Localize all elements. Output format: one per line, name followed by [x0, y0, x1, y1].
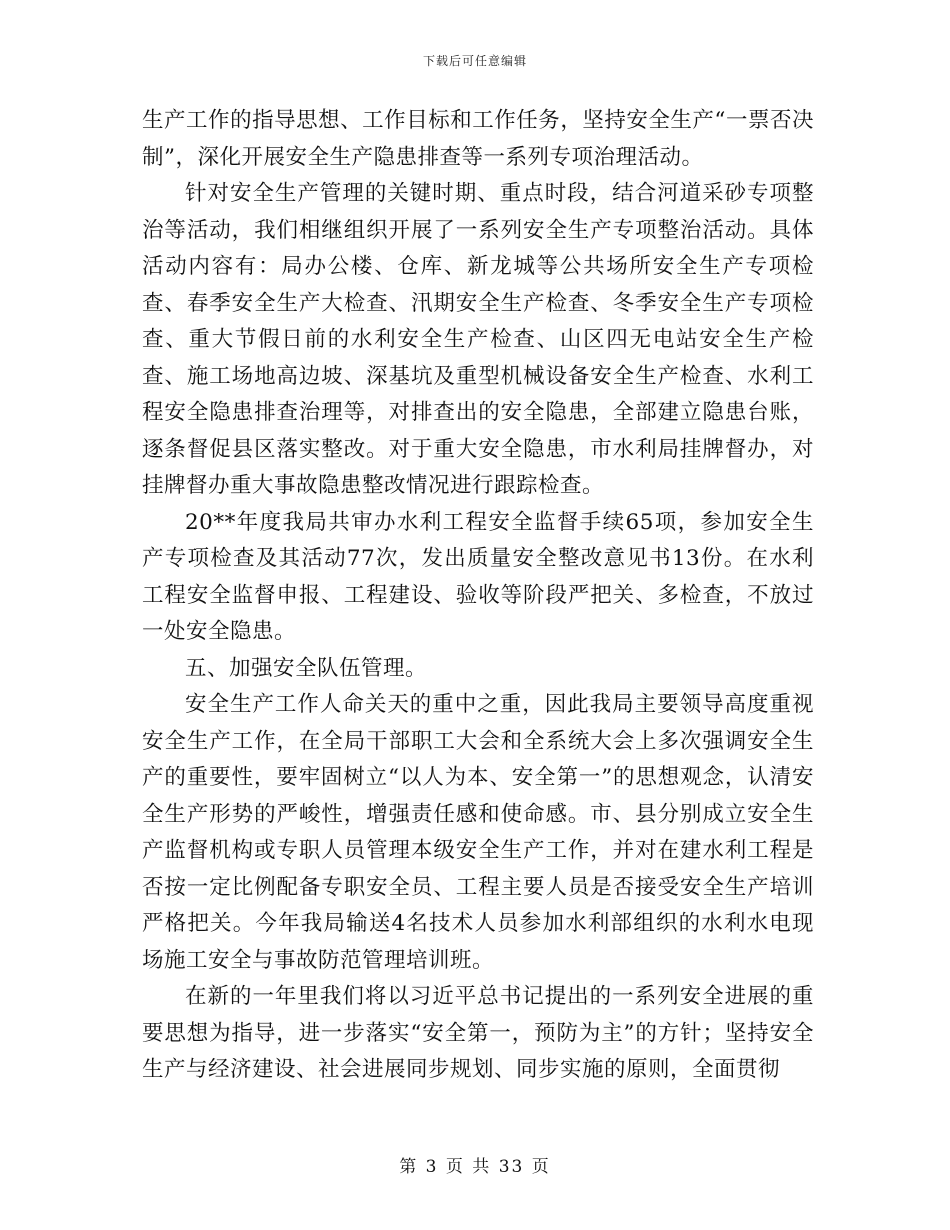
page-header: 下载后可任意编辑	[422, 54, 527, 68]
paragraph-continued: 生产工作的指导思想、工作目标和工作任务，坚持安全生产“一票否决制”，深化开展安全生产隐患排查等一系列专项治理活动。	[142, 108, 814, 170]
paragraph-inspections: 针对安全生产管理的关键时期、重点时段，结合河道采砂专项整治等活动，我们相继组织开展了一系列安全生产专项整治活动。具体活动内容有：局办公楼、仓库、新龙城等公共场所安全生产专项检查、春季安全生产大检查、汛期安全生产检查、冬季安全生产专项检查、重大节假日前的水利安全生产检查、山区四无电站安全生产检查、施工场地高边坡、深基坑及重型机械设备安全生产检查、水利工程安全隐患排查治理等，对排查出的安全隐患，全部建立隐患台账，逐条督促县区落实整改。对于重大安全隐患，市水利局挂牌督办，对挂牌督办重大事故隐患整改情况进行跟踪检查。	[142, 181, 814, 498]
paragraph-new-year: 在新的一年里我们将以习近平总书记提出的一系列安全进展的重要思想为指导，进一步落实“安全第一，预防为主”的方针；坚持安全生产与经济建设、社会进展同步规划、同步实施的原则，全面贯彻	[142, 984, 814, 1082]
paragraph-team-management: 安全生产工作人命关天的重中之重，因此我局主要领导高度重视安全生产工作，在全局干部职工大会和全系统大会上多次强调安全生产的重要性，要牢固树立“以人为本、安全第一”的思想观念，认清安全生产形势的严峻性，增强责任感和使命感。市、县分别成立安全生产监督机构或专职人员管理本级安全生产工作，并对在建水利工程是否按一定比例配备专职安全员、工程主要人员是否接受安全生产培训严格把关。今年我局输送4名技术人员参加水利部组织的水利水电现场施工安全与事故防范管理培训班。	[142, 692, 814, 973]
paragraph-annual-stats: 20**年度我局共审办水利工程安全监督手续65项，参加安全生产专项检查及其活动77次，发出质量安全整改意见书13份。在水利工程安全监督申报、工程建设、验收等阶段严把关、多检查，不放过一处安全隐患。	[142, 509, 814, 644]
page-number: 第 3 页 共 33 页	[399, 1157, 551, 1177]
document-body	[142, 103, 814, 1089]
section-heading-five: 五、加强安全队伍管理。	[185, 655, 428, 681]
